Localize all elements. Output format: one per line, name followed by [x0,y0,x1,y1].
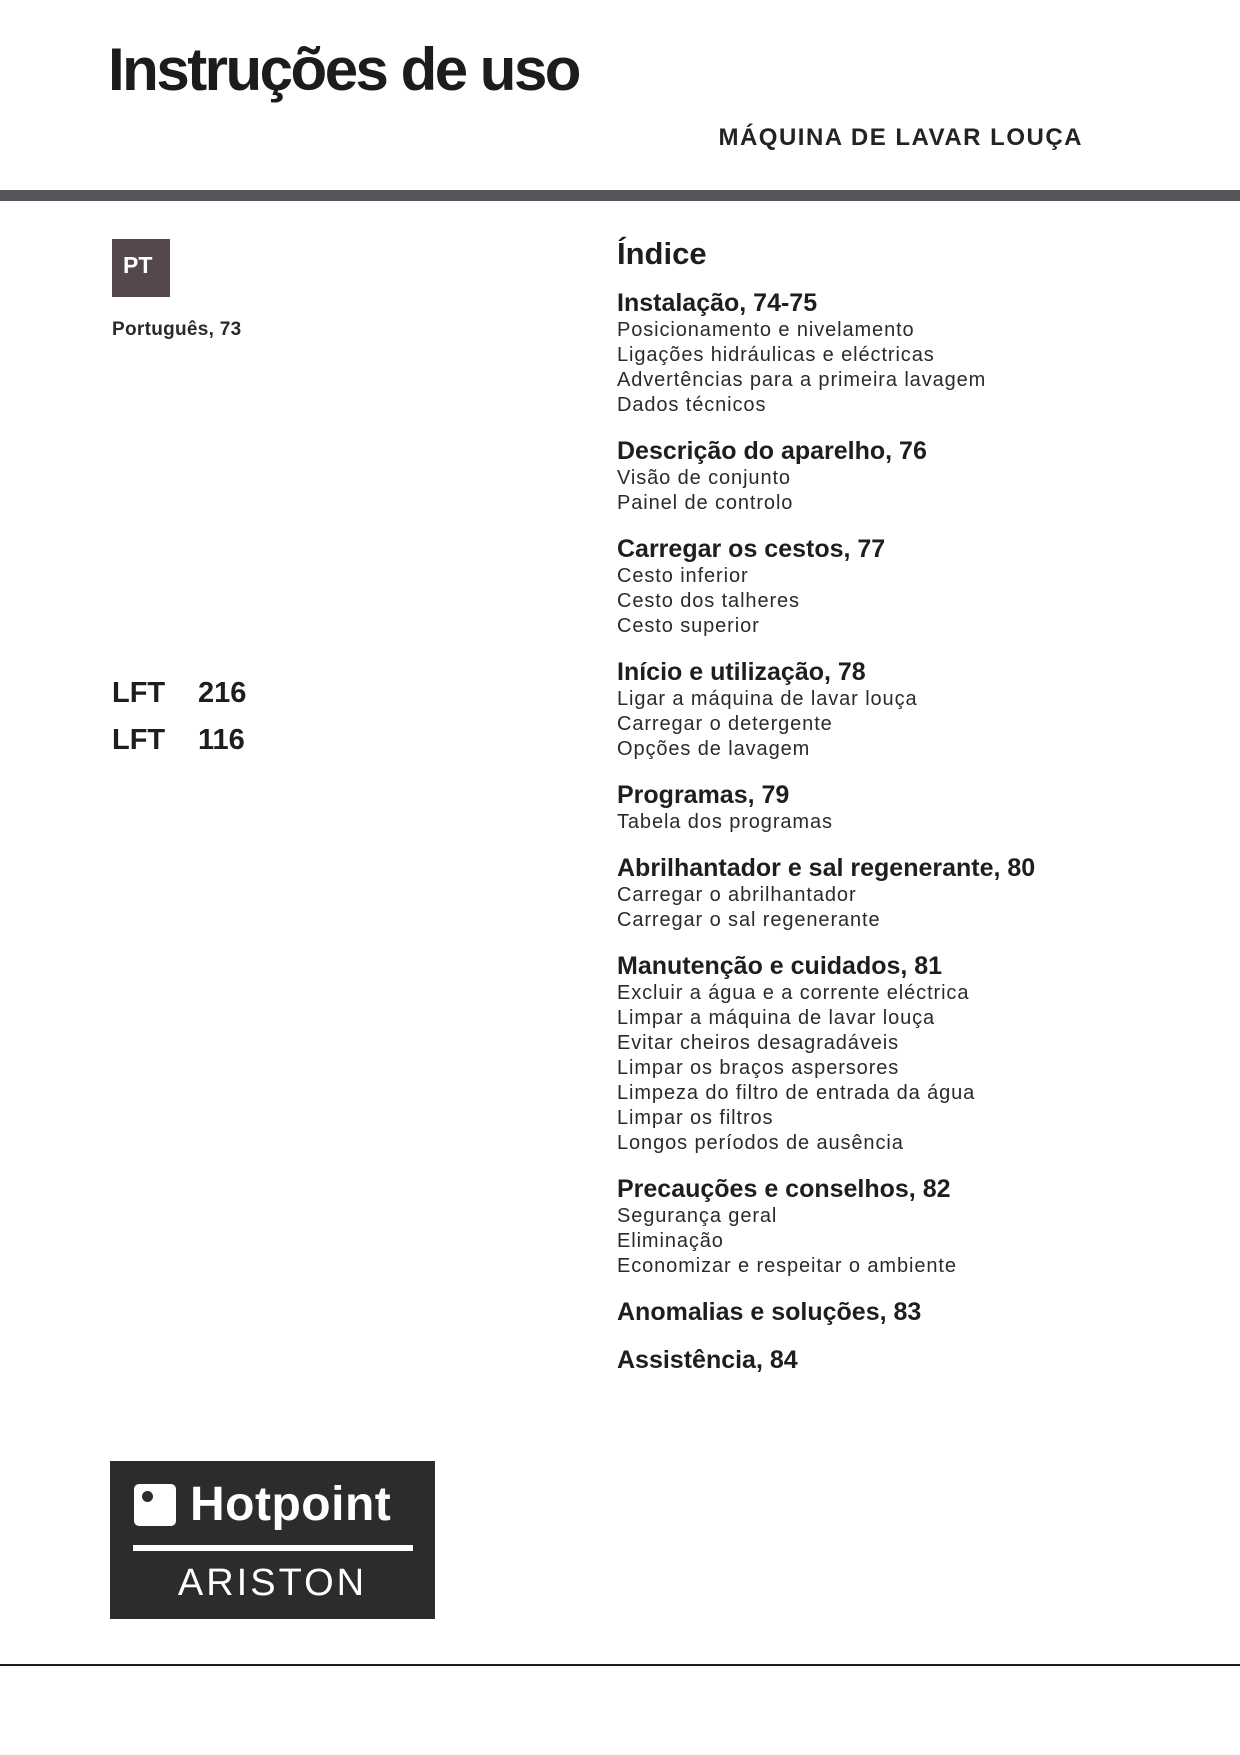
toc-section [617,534,1177,639]
toc-section-item: Ligações hidráulicas e eléctricas [617,344,935,366]
toc-section-item: Eliminação [617,1230,724,1252]
toc-section-item: Evitar cheiros desagradáveis [617,1032,899,1054]
toc-section-heading: Início e utilização, 78 [617,658,866,686]
table-of-contents [617,234,1177,1393]
toc-section-item: Cesto inferior [617,565,749,587]
toc-section-item: Advertências para a primeira lavagem [617,369,987,391]
toc-section [617,436,1177,516]
toc-section-item: Limpar os filtros [617,1107,774,1129]
model-prefix: LFT [112,724,166,756]
model-name [112,717,246,764]
header-divider [0,190,1240,201]
toc-section [617,1345,1177,1375]
toc-section-heading: Carregar os cestos, 77 [617,535,886,563]
toc-section [617,780,1177,835]
toc-section-item: Carregar o abrilhantador [617,884,857,906]
brand-logo [110,1461,435,1619]
toc-section-item: Posicionamento e nivelamento [617,319,915,341]
toc-section-item: Visão de conjunto [617,467,791,489]
toc-section-item: Cesto dos talheres [617,590,800,612]
toc-section-item: Tabela dos programas [617,811,833,833]
language-badge: PT [112,239,170,297]
logo-wordmark: Hotpoint [190,1478,392,1531]
toc-section-heading: Assistência, 84 [617,1346,798,1374]
toc-section [617,657,1177,762]
toc-section-item: Economizar e respeitar o ambiente [617,1255,957,1277]
toc-section-item: Excluir a água e a corrente eléctrica [617,982,970,1004]
language-label: Português, 73 [112,319,242,340]
product-type-subtitle: MÁQUINA DE LAVAR LOUÇA [718,124,1083,151]
toc-section [617,1297,1177,1327]
toc-section-item: Cesto superior [617,615,760,637]
toc-section-item: Limpar a máquina de lavar louça [617,1007,936,1029]
model-number: 216 [198,677,247,709]
toc-section-heading: Instalação, 74-75 [617,289,818,317]
toc-section-item: Opções de lavagem [617,738,811,760]
toc-section [617,288,1177,418]
toc-section [617,1174,1177,1279]
toc-section-heading: Programas, 79 [617,781,790,809]
page-title: Instruções de uso [108,36,579,103]
model-prefix: LFT [112,677,166,709]
logo-subwordmark: ARISTON [177,1562,368,1604]
toc-section-item: Segurança geral [617,1205,778,1227]
toc-section-heading: Descrição do aparelho, 76 [617,437,927,465]
toc-section-item: Longos períodos de ausência [617,1132,904,1154]
toc-section-item: Limpar os braços aspersores [617,1057,900,1079]
toc-sections [617,288,1177,1375]
toc-section-heading: Abrilhantador e sal regenerante, 80 [617,854,1036,882]
logo-divider [133,1545,413,1551]
footer-divider [0,1664,1240,1666]
toc-section-item: Painel de controlo [617,492,794,514]
model-number: 116 [198,724,245,756]
toc-section-item: Ligar a máquina de lavar louça [617,688,918,710]
toc-section-item: Carregar o detergente [617,713,833,735]
model-name [112,670,246,717]
toc-section [617,853,1177,933]
logo-mark-icon [134,1484,176,1526]
toc-section [617,951,1177,1156]
model-list [112,670,246,764]
toc-section-heading: Anomalias e soluções, 83 [617,1298,922,1326]
toc-title: Índice [617,236,707,271]
toc-section-heading: Manutenção e cuidados, 81 [617,952,943,980]
toc-section-item: Dados técnicos [617,394,767,416]
toc-section-item: Limpeza do filtro de entrada da água [617,1082,976,1104]
toc-section-item: Carregar o sal regenerante [617,909,881,931]
toc-section-heading: Precauções e conselhos, 82 [617,1175,951,1203]
